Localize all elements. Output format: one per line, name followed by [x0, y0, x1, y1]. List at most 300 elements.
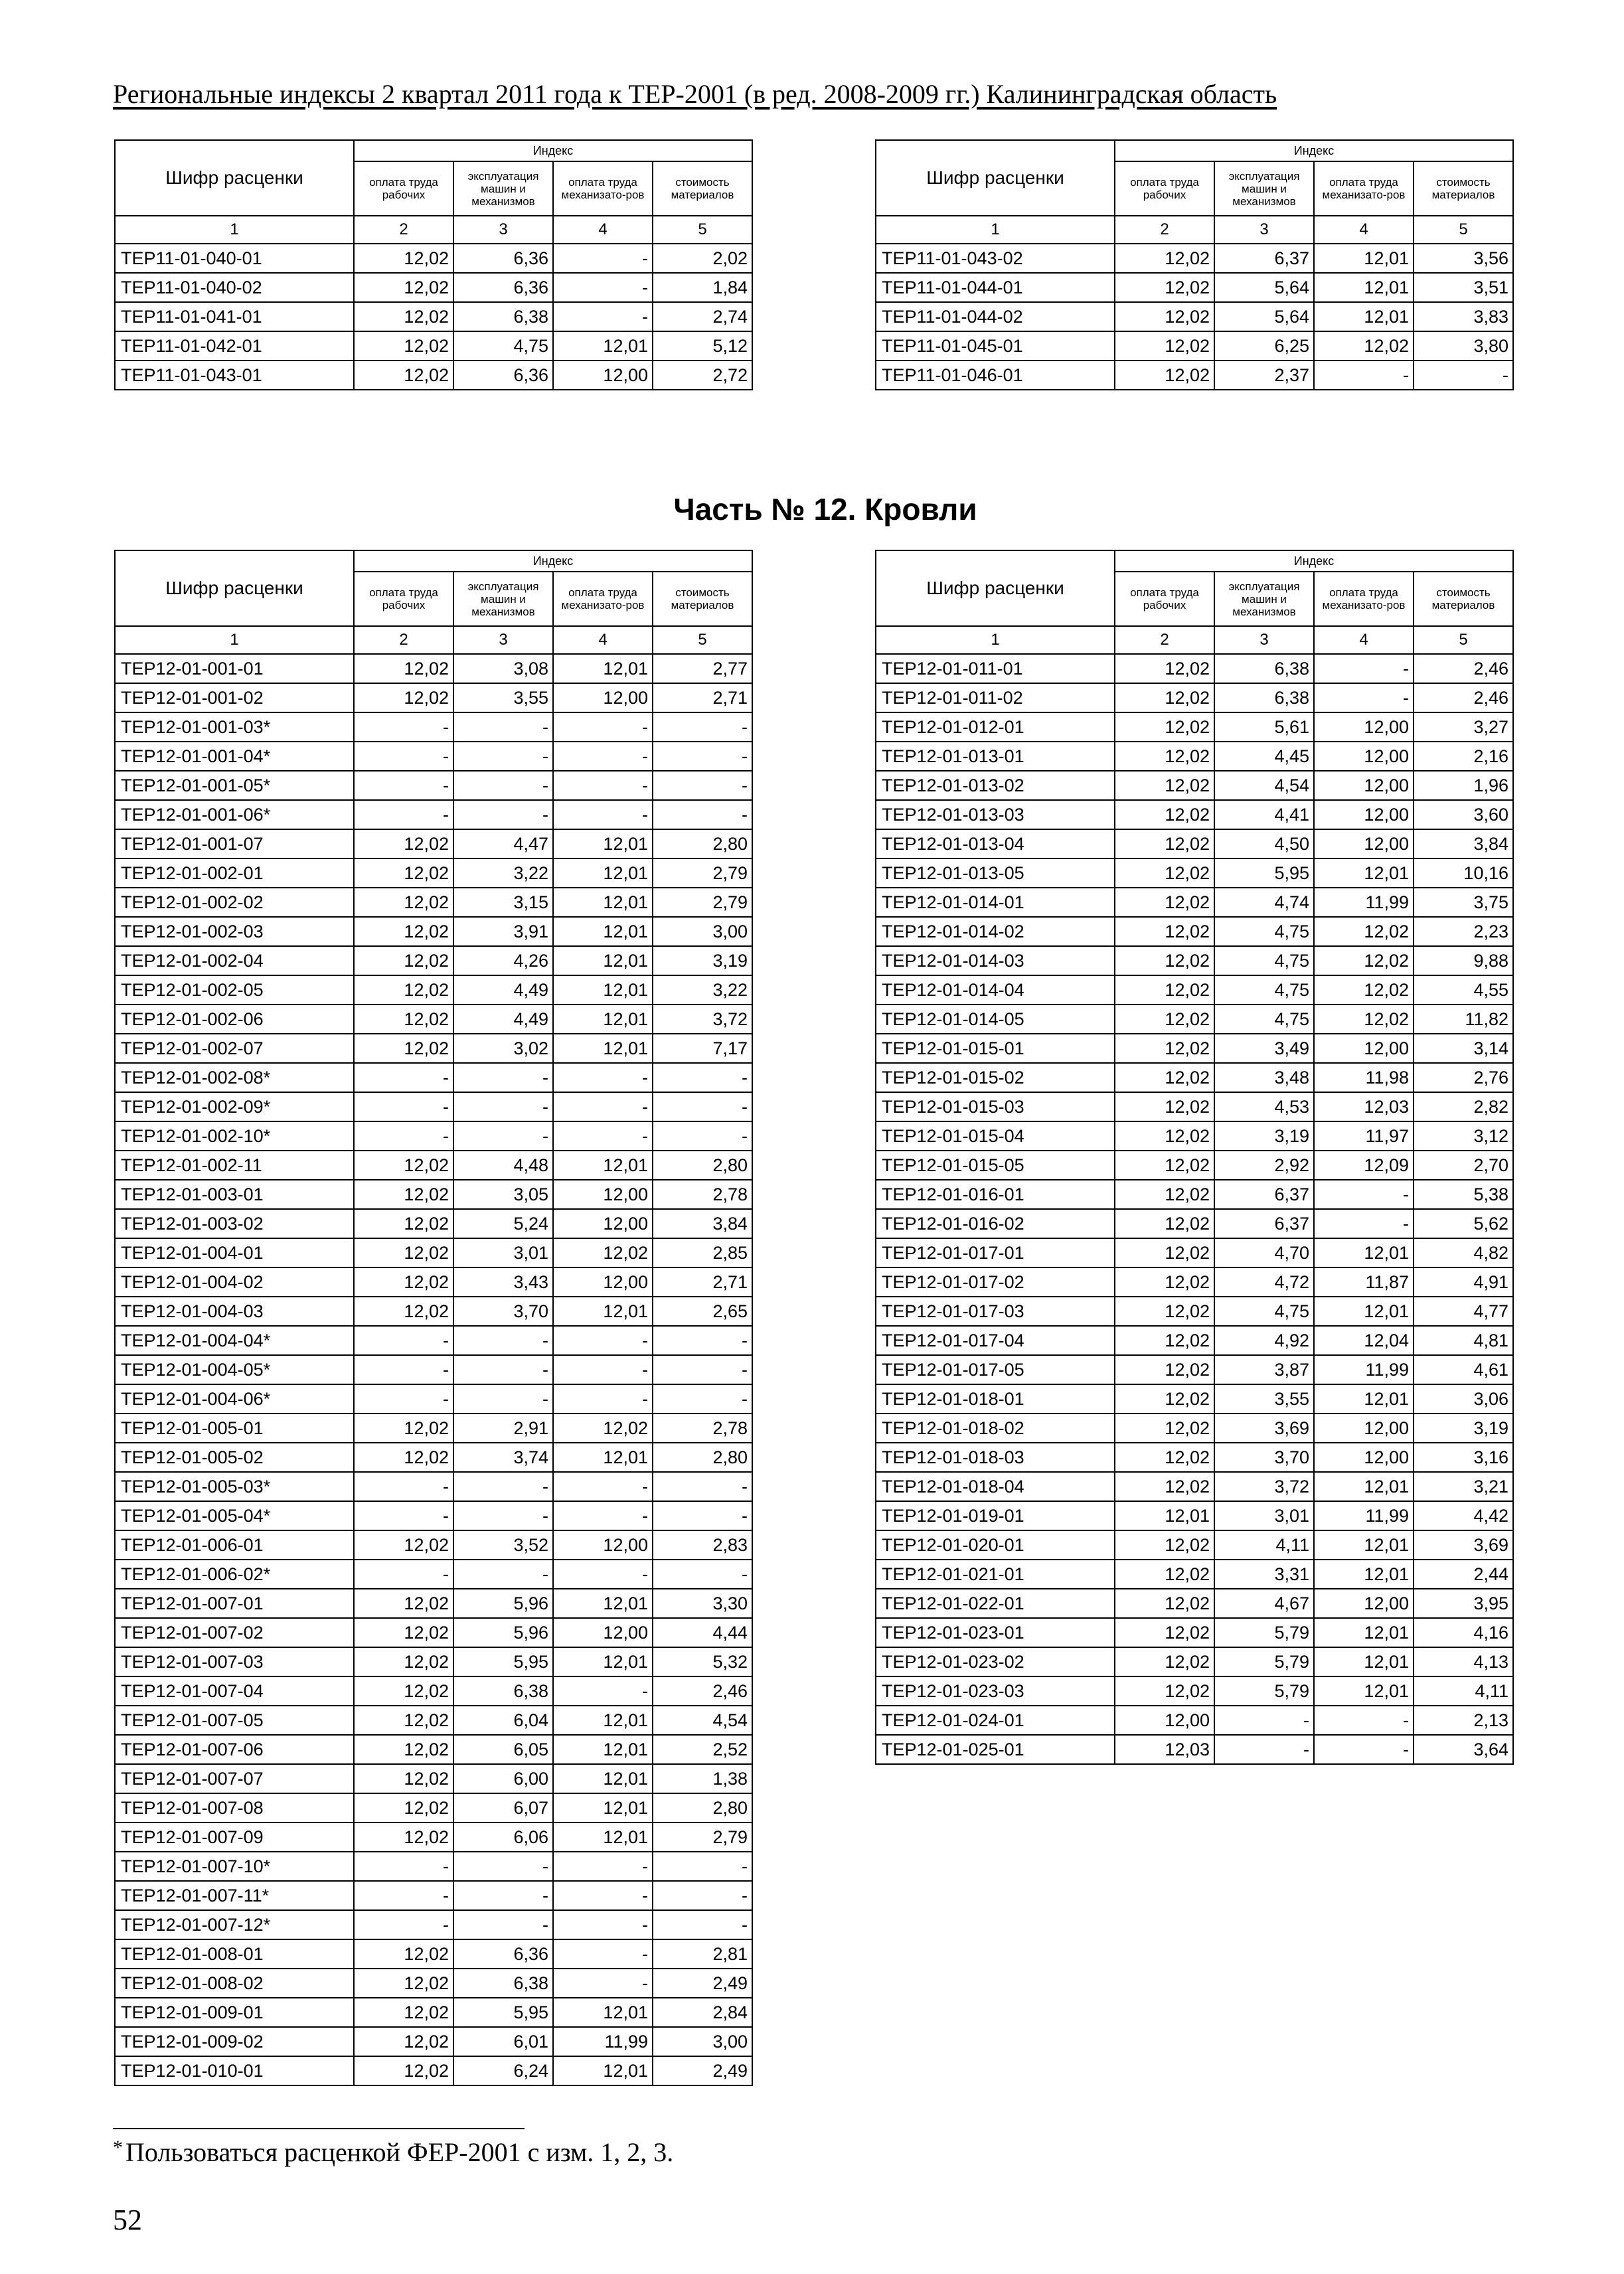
index-value-cell: 12,02	[354, 1238, 453, 1267]
index-value-cell: -	[1314, 1209, 1414, 1238]
header-row-numbers	[876, 626, 1513, 654]
rate-code-cell: ТЕР12-01-003-01	[115, 1180, 354, 1209]
index-value-cell: 2,77	[653, 654, 752, 683]
table-row	[115, 1793, 752, 1823]
rate-code-cell: ТЕР12-01-017-05	[876, 1355, 1115, 1384]
index-value-cell: 3,01	[453, 1238, 553, 1267]
index-value-cell: 4,74	[1214, 888, 1314, 917]
rate-code-cell: ТЕР12-01-007-05	[115, 1706, 354, 1735]
index-value-cell: 12,01	[1314, 1530, 1414, 1560]
index-value-cell: 12,02	[1115, 1063, 1214, 1092]
index-value-cell: 12,00	[553, 1530, 653, 1560]
rate-code-cell: ТЕР12-01-012-01	[876, 712, 1115, 742]
index-value-cell: -	[354, 771, 453, 800]
index-value-cell: -	[553, 1472, 653, 1501]
index-value-cell: 12,02	[354, 1676, 453, 1706]
index-value-cell: 12,02	[1115, 1384, 1214, 1414]
table-row	[115, 1852, 752, 1881]
table-row	[115, 1910, 752, 1939]
column-number: 4	[553, 216, 653, 244]
index-value-cell: -	[653, 1326, 752, 1355]
index-value-cell: 12,02	[354, 1969, 453, 1998]
index-value-cell: -	[354, 1910, 453, 1939]
index-value-cell: 3,05	[453, 1180, 553, 1209]
rate-code-cell: ТЕР12-01-002-06	[115, 1005, 354, 1034]
index-value-cell: -	[354, 1326, 453, 1355]
table-row	[115, 1676, 752, 1706]
column-header-machine-operation: эксплуатация машин и механизмов	[453, 161, 553, 216]
index-value-cell: 3,00	[653, 2027, 752, 2056]
index-value-cell: 2,80	[653, 1793, 752, 1823]
index-value-cell: 12,02	[1314, 1005, 1414, 1034]
index-value-cell: 6,36	[453, 273, 553, 302]
rate-code-cell: ТЕР12-01-011-02	[876, 683, 1115, 712]
index-value-cell: -	[653, 1560, 752, 1589]
index-value-cell: 12,01	[553, 1297, 653, 1326]
column-number: 2	[1115, 216, 1214, 244]
index-value-cell: 4,75	[1214, 1005, 1314, 1034]
column-header-operator-wages: оплата труда механизато-ров	[553, 161, 653, 216]
index-value-cell: 6,37	[1214, 1209, 1314, 1238]
index-value-cell: 4,53	[1214, 1092, 1314, 1121]
index-value-cell: 12,02	[1115, 331, 1214, 361]
index-value-cell: -	[553, 1121, 653, 1151]
rate-code-cell: ТЕР12-01-007-08	[115, 1793, 354, 1823]
rate-code-cell: ТЕР12-01-005-01	[115, 1414, 354, 1443]
index-value-cell: 12,04	[1314, 1326, 1414, 1355]
index-value-cell: 3,83	[1414, 302, 1513, 331]
rate-code-cell: ТЕР12-01-022-01	[876, 1589, 1115, 1618]
index-value-cell: 3,69	[1414, 1530, 1513, 1560]
rate-code-cell: ТЕР12-01-005-04*	[115, 1501, 354, 1530]
table-row	[876, 917, 1513, 946]
index-value-cell: 6,38	[1214, 654, 1314, 683]
column-number: 5	[1414, 216, 1513, 244]
rate-code-cell: ТЕР12-01-005-02	[115, 1443, 354, 1472]
rate-code-cell: ТЕР12-01-015-03	[876, 1092, 1115, 1121]
rate-code-cell: ТЕР12-01-002-02	[115, 888, 354, 917]
index-value-cell: -	[653, 1121, 752, 1151]
index-value-cell: 12,01	[553, 331, 653, 361]
index-value-cell: 12,02	[1115, 829, 1214, 858]
table-row	[876, 1384, 1513, 1414]
index-value-cell: 4,54	[1214, 771, 1314, 800]
index-value-cell: 12,02	[354, 888, 453, 917]
table-row	[876, 1209, 1513, 1238]
index-value-cell: 5,61	[1214, 712, 1314, 742]
table-row	[115, 1443, 752, 1472]
footnote	[113, 2137, 673, 2168]
rate-code-cell: ТЕР12-01-004-04*	[115, 1326, 354, 1355]
rate-code-cell: ТЕР12-01-017-04	[876, 1326, 1115, 1355]
index-value-cell: 12,02	[354, 654, 453, 683]
table-row	[876, 771, 1513, 800]
table-row	[876, 654, 1513, 683]
rate-code-cell: ТЕР12-01-002-07	[115, 1034, 354, 1063]
index-value-cell: -	[553, 1852, 653, 1881]
index-value-cell: 3,22	[453, 858, 553, 888]
column-number: 3	[1214, 216, 1314, 244]
column-number: 1	[876, 216, 1115, 244]
column-header-materials-cost: стоимость материалов	[1414, 572, 1513, 626]
index-value-cell: -	[553, 1910, 653, 1939]
rate-code-cell: ТЕР11-01-043-01	[115, 361, 354, 390]
index-value-cell: 4,75	[453, 331, 553, 361]
table-row	[876, 1735, 1513, 1764]
index-value-cell: 2,81	[653, 1939, 752, 1969]
index-value-cell: -	[553, 1063, 653, 1092]
index-value-cell: 12,02	[553, 1238, 653, 1267]
table-row	[876, 1005, 1513, 1034]
index-value-cell: 4,16	[1414, 1618, 1513, 1647]
index-value-cell: 2,23	[1414, 917, 1513, 946]
index-value-cell: 3,08	[453, 654, 553, 683]
index-value-cell: 4,67	[1214, 1589, 1314, 1618]
index-value-cell: 4,44	[653, 1618, 752, 1647]
rate-code-cell: ТЕР12-01-014-02	[876, 917, 1115, 946]
index-value-cell: -	[553, 1676, 653, 1706]
index-value-cell: 2,46	[1414, 654, 1513, 683]
index-value-cell: 2,49	[653, 1969, 752, 1998]
rate-code-cell: ТЕР12-01-006-02*	[115, 1560, 354, 1589]
index-value-cell: 3,31	[1214, 1560, 1314, 1589]
table-row	[876, 1297, 1513, 1326]
table-row	[115, 975, 752, 1005]
rate-code-cell: ТЕР12-01-006-01	[115, 1530, 354, 1560]
index-value-cell: -	[453, 1063, 553, 1092]
index-value-cell: 12,01	[1115, 1501, 1214, 1530]
rate-code-cell: ТЕР12-01-018-02	[876, 1414, 1115, 1443]
table-row	[876, 331, 1513, 361]
index-value-cell: 12,01	[553, 1005, 653, 1034]
index-value-cell: 12,02	[1115, 917, 1214, 946]
table-row	[876, 742, 1513, 771]
index-value-cell: 2,71	[653, 1267, 752, 1297]
index-value-cell: 2,49	[653, 2056, 752, 2085]
table-row	[115, 1092, 752, 1121]
index-value-cell: 3,51	[1414, 273, 1513, 302]
index-value-cell: 12,02	[1115, 1005, 1214, 1034]
index-value-cell: -	[653, 1472, 752, 1501]
table-row	[115, 742, 752, 771]
table-row	[876, 1618, 1513, 1647]
index-value-cell: 6,05	[453, 1735, 553, 1764]
index-value-cell: 3,55	[453, 683, 553, 712]
column-header-code: Шифр расценки	[876, 550, 1115, 626]
rate-code-cell: ТЕР11-01-040-02	[115, 273, 354, 302]
index-value-cell: 12,02	[354, 917, 453, 946]
index-value-cell: 2,76	[1414, 1063, 1513, 1092]
index-value-cell: 12,02	[1314, 917, 1414, 946]
index-value-cell: 12,02	[354, 1618, 453, 1647]
index-value-cell: 4,41	[1214, 800, 1314, 829]
index-value-cell: 2,80	[653, 1443, 752, 1472]
index-value-cell: 2,16	[1414, 742, 1513, 771]
table-row	[115, 1005, 752, 1034]
table-row	[115, 1326, 752, 1355]
index-value-cell: 12,01	[553, 1589, 653, 1618]
index-value-cell: 12,02	[354, 302, 453, 331]
index-value-cell: 12,02	[354, 1647, 453, 1676]
rate-code-cell: ТЕР12-01-011-01	[876, 654, 1115, 683]
table-row	[115, 1151, 752, 1180]
index-value-cell: 12,02	[354, 829, 453, 858]
index-value-cell: 4,70	[1214, 1238, 1314, 1267]
table-row	[876, 1414, 1513, 1443]
index-value-cell: 12,01	[1314, 1238, 1414, 1267]
index-value-cell: 12,01	[553, 858, 653, 888]
rate-code-cell: ТЕР12-01-023-01	[876, 1618, 1115, 1647]
rate-code-cell: ТЕР11-01-044-02	[876, 302, 1115, 331]
index-value-cell: 12,02	[1115, 771, 1214, 800]
index-value-cell: 12,02	[1115, 1560, 1214, 1589]
index-value-cell: 12,02	[354, 1530, 453, 1560]
table-row	[876, 858, 1513, 888]
column-header-materials-cost: стоимость материалов	[1414, 161, 1513, 216]
index-value-cell: 12,02	[354, 858, 453, 888]
rate-code-cell: ТЕР12-01-001-01	[115, 654, 354, 683]
rate-code-cell: ТЕР12-01-007-02	[115, 1618, 354, 1647]
column-header-code: Шифр расценки	[876, 140, 1115, 216]
rate-code-cell: ТЕР12-01-016-02	[876, 1209, 1115, 1238]
index-value-cell: 6,36	[453, 1939, 553, 1969]
header-row-group	[876, 550, 1513, 572]
table-row	[876, 1063, 1513, 1092]
index-value-cell: 12,03	[1115, 1735, 1214, 1764]
index-value-cell: 4,13	[1414, 1647, 1513, 1676]
column-number: 4	[1314, 216, 1414, 244]
index-value-cell: 5,24	[453, 1209, 553, 1238]
index-value-cell: 12,02	[1115, 361, 1214, 390]
rate-code-cell: ТЕР12-01-009-01	[115, 1998, 354, 2027]
rate-code-cell: ТЕР12-01-007-09	[115, 1823, 354, 1852]
column-header-machine-operation: эксплуатация машин и механизмов	[1214, 161, 1314, 216]
index-value-cell: 12,01	[553, 888, 653, 917]
table-row	[115, 1267, 752, 1297]
index-value-cell: -	[354, 742, 453, 771]
rate-code-cell: ТЕР12-01-004-03	[115, 1297, 354, 1326]
index-value-cell: -	[553, 1969, 653, 1998]
index-value-cell: 4,92	[1214, 1326, 1314, 1355]
index-value-cell: 4,75	[1214, 975, 1314, 1005]
index-value-cell: 3,19	[653, 946, 752, 975]
index-value-cell: 4,61	[1414, 1355, 1513, 1384]
header-row-numbers	[876, 216, 1513, 244]
index-value-cell: 12,02	[354, 1793, 453, 1823]
index-value-cell: 5,32	[653, 1647, 752, 1676]
rate-code-cell: ТЕР12-01-008-02	[115, 1969, 354, 1998]
index-value-cell: 4,49	[453, 975, 553, 1005]
index-value-cell: 12,02	[354, 1267, 453, 1297]
index-value-cell: -	[553, 1326, 653, 1355]
index-value-cell: 4,49	[453, 1005, 553, 1034]
index-value-cell: 11,99	[1314, 888, 1414, 917]
index-value-cell: 12,00	[1314, 742, 1414, 771]
table-row	[115, 1355, 752, 1384]
table-row	[876, 946, 1513, 975]
index-value-cell: 12,02	[1115, 1443, 1214, 1472]
table-row	[115, 683, 752, 712]
index-value-cell: 4,81	[1414, 1326, 1513, 1355]
index-value-cell: 3,02	[453, 1034, 553, 1063]
index-value-cell: 2,82	[1414, 1092, 1513, 1121]
table-row	[876, 1676, 1513, 1706]
column-number: 1	[115, 626, 354, 654]
index-value-cell: 12,02	[1115, 1676, 1214, 1706]
index-value-cell: 2,79	[653, 858, 752, 888]
index-value-cell: 2,52	[653, 1735, 752, 1764]
column-header-operator-wages: оплата труда механизато-ров	[1314, 572, 1414, 626]
index-value-cell: 12,02	[1115, 1151, 1214, 1180]
column-header-operator-wages: оплата труда механизато-ров	[553, 572, 653, 626]
index-value-cell: 2,80	[653, 829, 752, 858]
index-value-cell: 12,01	[553, 1443, 653, 1472]
index-value-cell: 6,07	[453, 1793, 553, 1823]
column-header-code: Шифр расценки	[115, 140, 354, 216]
index-value-cell: 12,00	[1314, 1443, 1414, 1472]
index-value-cell: 12,02	[354, 1589, 453, 1618]
rate-code-cell: ТЕР12-01-018-01	[876, 1384, 1115, 1414]
rate-code-cell: ТЕР11-01-044-01	[876, 273, 1115, 302]
index-value-cell: -	[354, 712, 453, 742]
index-value-cell: 12,02	[1115, 1326, 1214, 1355]
index-value-cell: -	[553, 1384, 653, 1414]
index-value-cell: 11,99	[553, 2027, 653, 2056]
index-value-cell: 12,00	[1314, 712, 1414, 742]
rate-code-cell: ТЕР12-01-015-04	[876, 1121, 1115, 1151]
column-number: 4	[1314, 626, 1414, 654]
rate-code-cell: ТЕР12-01-002-04	[115, 946, 354, 975]
table-row	[115, 1238, 752, 1267]
footnote-text: Пользоваться расценкой ФЕР-2001 с изм. 1, 2, 3.	[125, 2137, 674, 2167]
rate-code-cell: ТЕР12-01-002-05	[115, 975, 354, 1005]
index-value-cell: -	[453, 1852, 553, 1881]
table-row	[115, 1209, 752, 1238]
index-value-cell: 6,37	[1214, 1180, 1314, 1209]
index-value-cell: -	[354, 1472, 453, 1501]
rate-code-cell: ТЕР12-01-007-11*	[115, 1881, 354, 1910]
table-row	[115, 771, 752, 800]
table-row	[115, 1735, 752, 1764]
index-value-cell: 3,43	[453, 1267, 553, 1297]
index-value-cell: 3,70	[453, 1297, 553, 1326]
index-value-cell: 12,00	[553, 361, 653, 390]
index-value-cell: -	[354, 1501, 453, 1530]
rate-code-cell: ТЕР12-01-021-01	[876, 1560, 1115, 1589]
index-value-cell: 12,01	[1314, 273, 1414, 302]
table-row	[876, 1501, 1513, 1530]
table-row	[876, 1472, 1513, 1501]
section-title-text: Часть № 12. Кровли	[673, 492, 977, 527]
column-header-labor-wages: оплата труда рабочих	[354, 572, 453, 626]
index-value-cell: 2,46	[1414, 683, 1513, 712]
table-row	[115, 331, 752, 361]
index-value-cell: 4,55	[1414, 975, 1513, 1005]
index-value-cell: 12,02	[354, 361, 453, 390]
column-header-labor-wages: оплата труда рабочих	[1115, 161, 1214, 216]
index-value-cell: 3,52	[453, 1530, 553, 1560]
table-row	[115, 800, 752, 829]
column-header-materials-cost: стоимость материалов	[653, 161, 752, 216]
column-number: 4	[553, 626, 653, 654]
rate-code-cell: ТЕР12-01-013-04	[876, 829, 1115, 858]
index-value-cell: 6,36	[453, 244, 553, 273]
index-value-cell: -	[1314, 1735, 1414, 1764]
index-value-cell: 3,84	[1414, 829, 1513, 858]
index-value-cell: 3,19	[1214, 1121, 1314, 1151]
header-row-numbers	[115, 626, 752, 654]
rate-code-cell: ТЕР12-01-001-06*	[115, 800, 354, 829]
index-value-cell: 5,12	[653, 331, 752, 361]
rate-code-cell: ТЕР12-01-023-03	[876, 1676, 1115, 1706]
index-value-cell: -	[453, 1092, 553, 1121]
rate-code-cell: ТЕР12-01-017-03	[876, 1297, 1115, 1326]
index-value-cell: -	[653, 800, 752, 829]
index-value-cell: -	[653, 1881, 752, 1910]
index-value-cell: -	[453, 771, 553, 800]
index-value-cell: 11,98	[1314, 1063, 1414, 1092]
table-row	[115, 1823, 752, 1852]
index-value-cell: 3,95	[1414, 1589, 1513, 1618]
rate-code-cell: ТЕР12-01-007-10*	[115, 1852, 354, 1881]
index-value-cell: -	[653, 1852, 752, 1881]
index-value-cell: 3,75	[1414, 888, 1513, 917]
index-value-cell: -	[453, 800, 553, 829]
index-value-cell: -	[553, 1939, 653, 1969]
index-value-cell: 12,01	[553, 1764, 653, 1793]
index-value-cell: 12,02	[354, 273, 453, 302]
rate-code-cell: ТЕР12-01-001-07	[115, 829, 354, 858]
index-table-bottom-left	[114, 550, 753, 2086]
section-title	[0, 491, 1624, 527]
rate-code-cell: ТЕР12-01-015-02	[876, 1063, 1115, 1092]
index-value-cell: -	[453, 1326, 553, 1355]
index-value-cell: 1,38	[653, 1764, 752, 1793]
rate-code-cell: ТЕР12-01-009-02	[115, 2027, 354, 2056]
index-value-cell: 2,13	[1414, 1706, 1513, 1735]
index-value-cell: 12,02	[1314, 946, 1414, 975]
column-header-operator-wages: оплата труда механизато-ров	[1314, 161, 1414, 216]
index-value-cell: 3,48	[1214, 1063, 1314, 1092]
index-value-cell: 10,16	[1414, 858, 1513, 888]
index-value-cell: -	[553, 1560, 653, 1589]
index-value-cell: 12,01	[553, 2056, 653, 2085]
index-value-cell: 2,72	[653, 361, 752, 390]
index-value-cell: -	[553, 1501, 653, 1530]
rate-code-cell: ТЕР12-01-007-01	[115, 1589, 354, 1618]
index-value-cell: 4,50	[1214, 829, 1314, 858]
index-value-cell: 12,01	[553, 1735, 653, 1764]
index-value-cell: 4,75	[1214, 1297, 1314, 1326]
index-value-cell: 5,95	[453, 1998, 553, 2027]
index-value-cell: 6,00	[453, 1764, 553, 1793]
table-row	[876, 1589, 1513, 1618]
index-value-cell: 12,01	[1314, 1472, 1414, 1501]
index-value-cell: 12,02	[1115, 1180, 1214, 1209]
index-value-cell: -	[453, 742, 553, 771]
index-value-cell: 3,21	[1414, 1472, 1513, 1501]
index-value-cell: -	[354, 1384, 453, 1414]
index-value-cell: -	[1314, 1180, 1414, 1209]
index-value-cell: -	[354, 1121, 453, 1151]
index-value-cell: 12,01	[1314, 1297, 1414, 1326]
index-value-cell: 12,02	[1115, 800, 1214, 829]
index-value-cell: 12,02	[1115, 712, 1214, 742]
index-value-cell: 2,92	[1214, 1151, 1314, 1180]
index-value-cell: 3,19	[1414, 1414, 1513, 1443]
index-value-cell: 3,49	[1214, 1034, 1314, 1063]
index-value-cell: 2,78	[653, 1414, 752, 1443]
